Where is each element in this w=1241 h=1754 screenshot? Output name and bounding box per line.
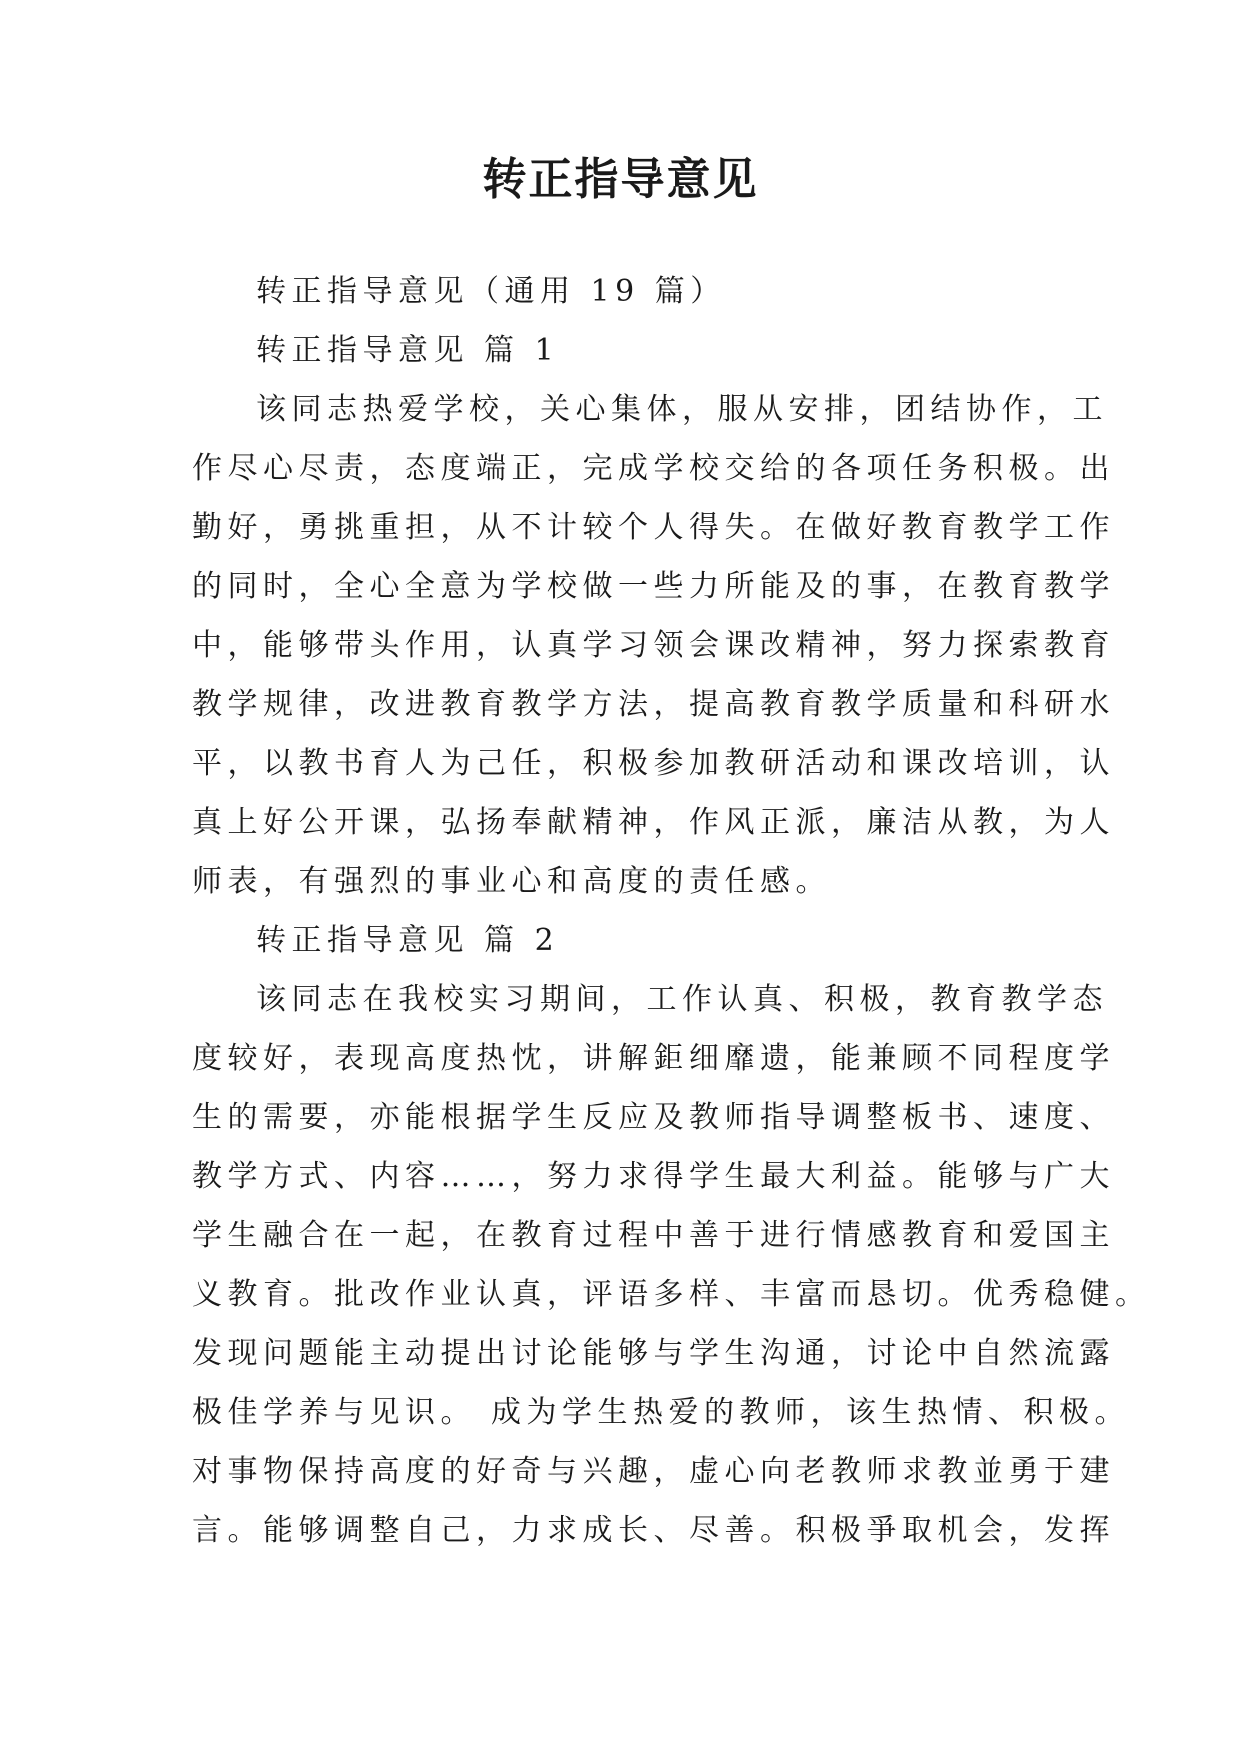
paragraph-line: 该同志热爱学校，关心集体，服从安排，团结协作，工 [256, 392, 1108, 427]
paragraph-line: 度较好，表现高度热忱，讲解鉅细靡遗，能兼顾不同程度学 [192, 1041, 1115, 1076]
paragraph-line: 学生融合在一起，在教育过程中善于进行情感教育和爱国主 [192, 1218, 1115, 1253]
document-body [192, 262, 1151, 1560]
paragraph-line: 该同志在我校实习期间，工作认真、积极，教育教学态 [256, 982, 1108, 1017]
paragraph-line: 的同时，全心全意为学校做一些力所能及的事，在教育教学 [192, 569, 1115, 604]
paragraph-line: 生的需要，亦能根据学生反应及教师指导调整板书、速度、 [192, 1100, 1115, 1135]
paragraph-line: 极佳学养与见识。 成为学生热爱的教师，该生热情、积极。 [192, 1395, 1131, 1430]
paragraph-line: 作尽心尽责，态度端正，完成学校交给的各项任务积极。出 [192, 451, 1115, 486]
document-title: 转正指导意见 [482, 154, 759, 205]
paragraph-line: 言。能够调整自己，力求成长、尽善。积极爭取机会，发挥 [192, 1513, 1115, 1548]
paragraph-line: 真上好公开课，弘扬奉献精神，作风正派，廉洁从教，为人 [192, 805, 1115, 840]
paragraph-line: 中，能够带头作用，认真学习领会课改精神，努力探索教育 [192, 628, 1115, 663]
paragraph-line: 对事物保持高度的好奇与兴趣，虚心向老教师求教並勇于建 [192, 1454, 1115, 1489]
paragraph-line: 教学规律，改进教育教学方法，提高教育教学质量和科研水 [192, 687, 1115, 722]
document-subtitle: 转正指导意见（通用 19 篇） [256, 274, 726, 309]
paragraph-line: 发现问题能主动提出讨论能够与学生沟通，讨论中自然流露 [192, 1336, 1115, 1371]
paragraph-line: 勤好，勇挑重担，从不计较个人得失。在做好教育教学工作 [192, 510, 1115, 545]
section-heading: 转正指导意见 篇 1 [256, 333, 560, 368]
paragraph-line: 平，以教书育人为己任，积极参加教研活动和课改培训，认 [192, 746, 1115, 781]
paragraph-line: 教学方式、内容……，努力求得学生最大利益。能够与广大 [192, 1159, 1115, 1194]
paragraph-line: 师表，有强烈的事业心和高度的责任感。 [192, 864, 831, 899]
paragraph-line: 义教育。批改作业认真，评语多样、丰富而恳切。优秀稳健。 [192, 1277, 1151, 1312]
section-heading: 转正指导意见 篇 2 [256, 923, 560, 958]
